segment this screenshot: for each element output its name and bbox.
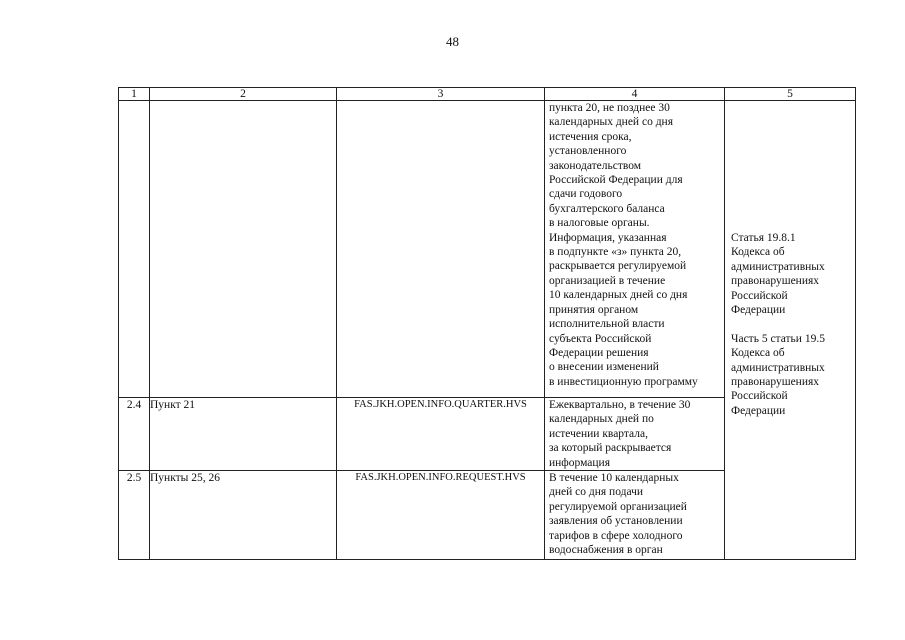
cont-deadline-text: пункта 20, не позднее 30 календарных дней со дня истечения срока, установленного законодательством Российской Федерации для сдачи годового бухгалтерского баланса в налоговые органы. Информация, указанная в подпункте «з» пункта 20, раскрывается регулируемой организацией в течение 10 календарных дней со дня принятия органом исполнительной власти субъекта Российской Федерации решения о внесении изменений в инвестиционную программу xyxy=(549,102,698,388)
row-deadline: Ежеквартально, в течение 30 календарных дней по истечении квартала, за который раскрывается информация xyxy=(549,399,691,469)
cont-code-cell xyxy=(337,101,545,398)
header-col-2: 2 xyxy=(150,88,337,101)
row-code: FAS.JKH.OPEN.INFO.REQUEST.HVS xyxy=(337,471,545,560)
continuation-row xyxy=(119,101,856,398)
row-deadline-cell xyxy=(545,398,725,471)
row-number: 2.4 xyxy=(119,398,150,471)
liability-text: Статья 19.8.1 Кодекса об административных правонарушениях Российской Федерации Часть 5 статьи 19.5 Кодекса об административных правонарушениях Российской Федерации xyxy=(731,232,825,417)
header-col-4: 4 xyxy=(545,88,725,101)
row-number: 2.5 xyxy=(119,471,150,560)
cont-item-cell xyxy=(150,101,337,398)
header-col-5: 5 xyxy=(725,88,856,101)
row-code: FAS.JKH.OPEN.INFO.QUARTER.HVS xyxy=(337,398,545,471)
cont-deadline-cell xyxy=(545,101,725,398)
row-deadline: В течение 10 календарных дней со дня подачи регулируемой организацией заявления об установлении тарифов в сфере холодного водоснабжения в орган xyxy=(549,472,687,557)
page-number: 48 xyxy=(446,34,459,49)
liability-cell xyxy=(725,101,856,560)
disclosure-table xyxy=(118,87,856,560)
row-item: Пункт 21 xyxy=(150,398,337,471)
header-row xyxy=(119,88,856,101)
row-deadline-cell xyxy=(545,471,725,560)
header-col-3: 3 xyxy=(337,88,545,101)
header-col-1: 1 xyxy=(119,88,150,101)
cont-num-cell xyxy=(119,101,150,398)
row-item: Пункты 25, 26 xyxy=(150,471,337,560)
